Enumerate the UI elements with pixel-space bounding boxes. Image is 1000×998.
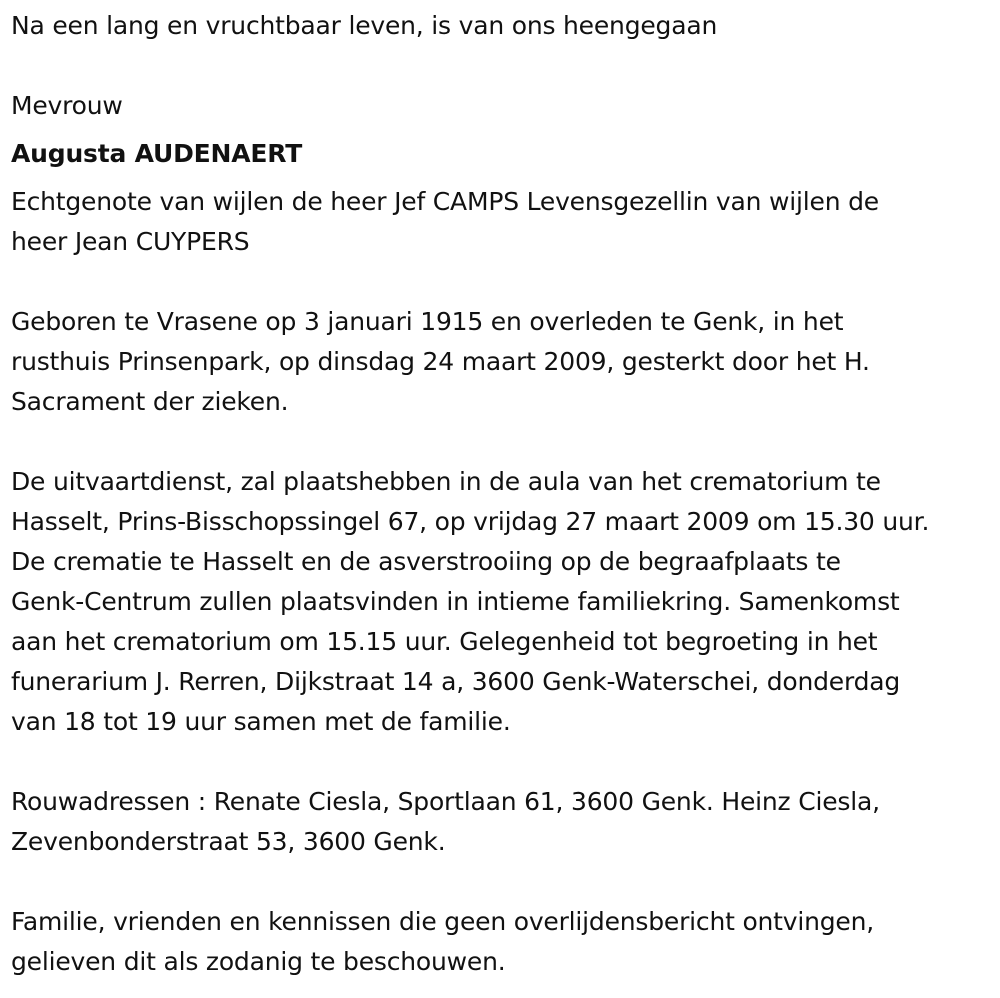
spacer — [11, 46, 996, 86]
spouse-line: Echtgenote van wijlen de heer Jef CAMPS Levensgezellin van wijlen de — [11, 187, 879, 216]
honorific-title: Mevrouw — [11, 91, 123, 120]
closing-paragraph — [11, 902, 996, 982]
spacer — [11, 422, 996, 462]
spouse-line: heer Jean CUYPERS — [11, 227, 250, 256]
service-line: van 18 tot 19 uur samen met de familie. — [11, 707, 511, 736]
birth-line: rusthuis Prinsenpark, op dinsdag 24 maart 2009, gesterkt door het H. — [11, 347, 870, 376]
service-line: Genk-Centrum zullen plaatsvinden in intieme familiekring. Samenkomst — [11, 587, 900, 616]
spacer — [11, 262, 996, 302]
service-line: De uitvaartdienst, zal plaatshebben in de aula van het crematorium te — [11, 467, 881, 496]
birth-line: Geboren te Vrasene op 3 januari 1915 en overleden te Genk, in het — [11, 307, 844, 336]
service-line: Hasselt, Prins-Bisschopssingel 67, op vrijdag 27 maart 2009 om 15.30 uur. — [11, 507, 930, 536]
service-line: aan het crematorium om 15.15 uur. Gelegenheid tot begroeting in het — [11, 627, 878, 656]
spacer — [11, 742, 996, 782]
mourning-addresses-paragraph — [11, 782, 996, 862]
birth-line: Sacrament der zieken. — [11, 387, 289, 416]
deceased-name: Augusta AUDENAERT — [11, 139, 303, 168]
service-line: funerarium J. Rerren, Dijkstraat 14 a, 3600 Genk-Waterschei, donderdag — [11, 667, 901, 696]
funeral-service-paragraph — [11, 462, 996, 742]
intro-text: Na een lang en vruchtbaar leven, is van ons heengegaan — [11, 11, 718, 40]
obituary-document — [11, 6, 996, 982]
closing-line: gelieven dit als zodanig te beschouwen. — [11, 947, 506, 976]
birth-death-paragraph — [11, 302, 996, 422]
spouse-paragraph — [11, 182, 996, 262]
spacer — [11, 862, 996, 902]
address-line: Zevenbonderstraat 53, 3600 Genk. — [11, 827, 446, 856]
closing-line: Familie, vrienden en kennissen die geen overlijdensbericht ontvingen, — [11, 907, 875, 936]
service-line: De crematie te Hasselt en de asverstrooiing op de begraafplaats te — [11, 547, 841, 576]
address-line: Rouwadressen : Renate Ciesla, Sportlaan 61, 3600 Genk. Heinz Ciesla, — [11, 787, 880, 816]
